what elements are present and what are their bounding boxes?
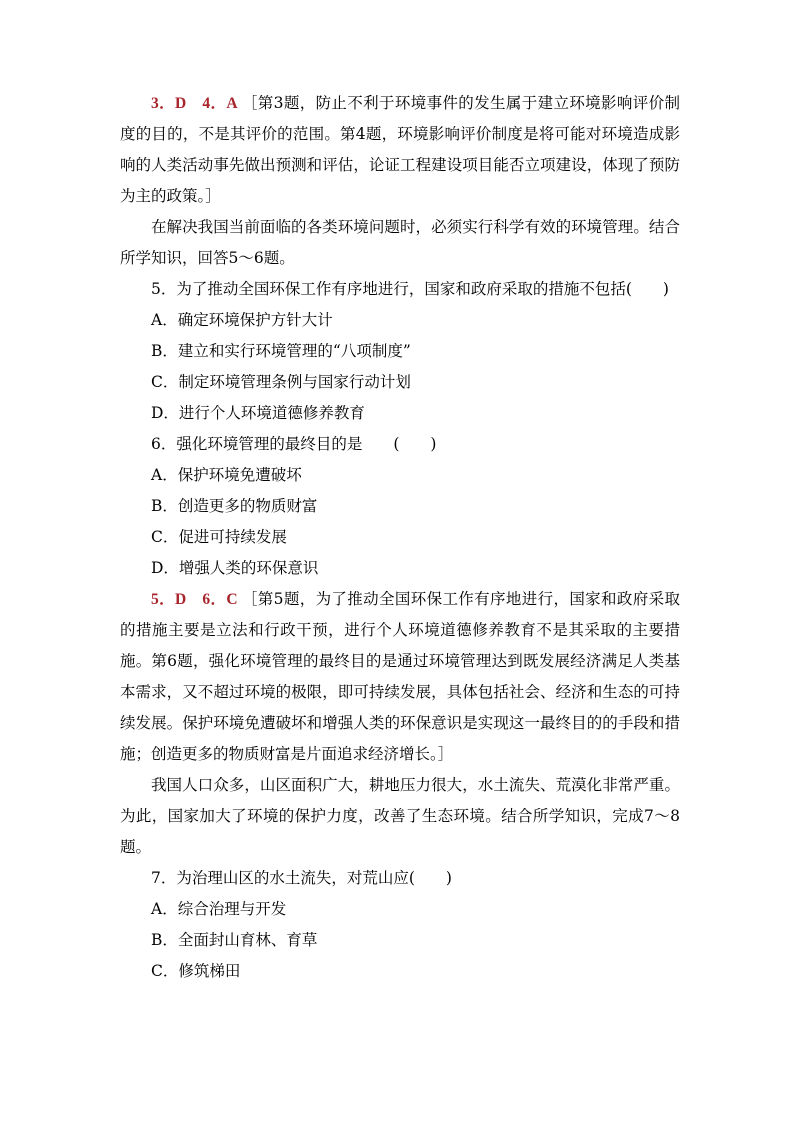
option-b: B．全面封山育林、育草 (151, 931, 318, 949)
question-intro: 我国人口众多，山区面积广大，耕地压力很大，水土流失、荒漠化非常严重。为此，国家加大了环境的保护力度，改善了生态环境。结合所学知识，完成7～8题。 (120, 776, 680, 856)
answer-block-3-4 (120, 88, 680, 212)
question-intro: 在解决我国当前面临的各类环境问题时，必须实行科学有效的环境管理。结合所学知识，回答5～6题。 (120, 218, 680, 267)
question-stem: 7．为治理山区的水土流失，对荒山应( ) (151, 869, 452, 887)
answer-key: 3．D 4．A (151, 95, 238, 112)
question-stem: 6．强化环境管理的最终目的是 ( ) (151, 435, 437, 453)
option-b: B．创造更多的物质财富 (151, 497, 318, 515)
answer-block-5-6 (120, 584, 680, 770)
answer-key: 5．D 6．C (151, 591, 238, 608)
answer-explanation: ［第3题，防止不利于环境事件的发生属于建立环境影响评价制度的目的，不是其评价的范围。第4题，环境影响评价制度是将可能对环境造成影响的人类活动事先做出预测和评估，论证工程建设项目能否立项建设，体现了预防为主的政策。］ (120, 94, 680, 205)
document-page (120, 88, 680, 987)
option-a: A．保护环境免遭破坏 (151, 466, 302, 484)
option-c: C．促进可持续发展 (151, 528, 287, 546)
option-a: A．综合治理与开发 (151, 900, 287, 918)
option-d: D．增强人类的环保意识 (151, 559, 319, 577)
answer-explanation: ［第5题，为了推动全国环保工作有序地进行，国家和政府采取的措施主要是立法和行政干预，进行个人环境道德修养教育不是其采取的主要措施。第6题，强化环境管理的最终目的是通过环境管理达到既发展经济满足人类基本需求，又不超过环境的极限，即可持续发展，具体包括社会、经济和生态的可持续发展。保护环境免遭破坏和增强人类的环保意识是实现这一最终目的的手段和措施；创造更多的物质财富是片面追求经济增长。］ (120, 590, 680, 763)
option-c: C．制定环境管理条例与国家行动计划 (151, 373, 411, 391)
option-a: A．确定环境保护方针大计 (151, 311, 333, 329)
option-c: C．修筑梯田 (151, 962, 241, 980)
option-b: B．建立和实行环境管理的“八项制度” (151, 342, 411, 360)
question-stem: 5．为了推动全国环保工作有序地进行，国家和政府采取的措施不包括( ) (151, 280, 669, 298)
option-d: D．进行个人环境道德修养教育 (151, 404, 365, 422)
